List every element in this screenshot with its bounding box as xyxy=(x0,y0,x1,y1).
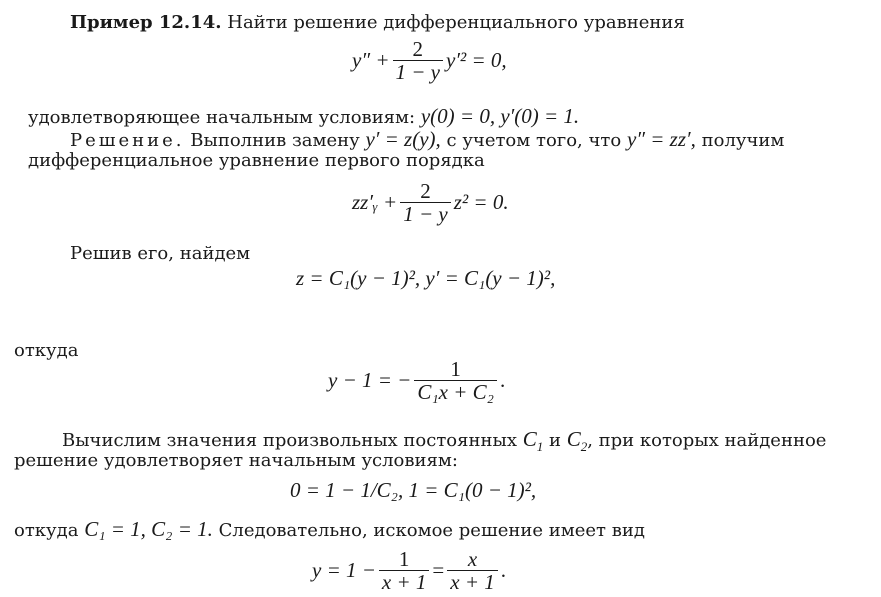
conditions-math: y(0) = 0, y′(0) = 1. xyxy=(420,104,580,128)
eq1-denominator: 1 − y xyxy=(393,60,444,83)
eq6-denominator-2: x + 1 xyxy=(447,570,498,593)
example-heading xyxy=(70,12,685,34)
having-solved-line xyxy=(70,243,250,265)
whence-text: откуда xyxy=(14,340,79,361)
whence2-text: Следовательно, искомое решение имеет вид xyxy=(218,520,645,541)
eq2-left: zz′ᵧ + xyxy=(352,190,398,214)
eq3-text: z = C₁(y − 1)², y′ = C₁(y − 1)², xyxy=(296,266,556,290)
first-order-text: дифференциальное уравнение первого порядка xyxy=(28,150,485,171)
example-statement: Найти решение дифференциального уравнения xyxy=(227,12,685,33)
having-solved-text: Решив его, найдем xyxy=(70,243,251,264)
compute-line-2 xyxy=(14,450,458,472)
eq6-right: . xyxy=(500,558,507,582)
equation-2 xyxy=(352,180,509,225)
equation-3 xyxy=(296,266,555,291)
eq6-left: y = 1 − xyxy=(312,558,376,582)
eq4-denominator: C₁x + C₂ xyxy=(414,380,497,403)
first-order-line xyxy=(28,150,485,172)
eq6-fraction-2 xyxy=(447,548,498,593)
compute-text: Вычислим значения произвольных постоянных xyxy=(62,430,517,451)
solution-text-1: Выполнив замену xyxy=(190,130,360,151)
compute-end: , при которых найденное xyxy=(587,430,827,451)
eq6-denominator-1: x + 1 xyxy=(379,570,430,593)
conditions-line xyxy=(28,105,579,129)
eq5-text: 0 = 1 − 1/C₂, 1 = C₁(0 − 1)², xyxy=(290,478,537,502)
solution-line xyxy=(70,128,784,152)
equation-4 xyxy=(328,358,505,403)
eq4-fraction xyxy=(414,358,497,403)
eq2-numerator: 2 xyxy=(420,179,431,203)
solution-substitution: y′ = z(y), xyxy=(365,127,441,151)
equation-6 xyxy=(312,548,506,593)
solution-word: Решение. xyxy=(70,130,185,151)
eq6-equals: = xyxy=(432,558,445,582)
eq1-numerator: 2 xyxy=(412,37,423,61)
conditions-prefix: удовлетворяющее начальным условиям: xyxy=(28,107,416,128)
whence2-constants: C₁ = 1, C₂ = 1. xyxy=(84,517,213,541)
eq6-numerator-1: 1 xyxy=(398,547,410,571)
eq2-fraction xyxy=(400,180,451,225)
eq4-right: . xyxy=(499,368,506,392)
eq6-fraction-1 xyxy=(379,548,430,593)
compute-line-2-text: решение удовлетворяет начальным условиям: xyxy=(14,450,458,471)
whence2-line xyxy=(14,518,645,542)
eq2-right: z² = 0. xyxy=(453,190,509,214)
whence2-prefix: откуда xyxy=(14,520,79,541)
compute-line: Вычислим значения произвольных постоянных $C_1$ и $C_2$, при которых найденное xyxy=(62,427,827,455)
equation-5 xyxy=(290,478,536,503)
eq4-numerator: 1 xyxy=(450,357,461,381)
solution-text-3: получим xyxy=(701,130,785,151)
solution-substitution-2: y″ = zz′, xyxy=(626,127,696,151)
equation-1 xyxy=(352,38,507,83)
example-label: Пример 12.14. xyxy=(70,12,222,33)
eq6-numerator-2: x xyxy=(467,547,478,571)
whence-line xyxy=(14,340,78,362)
eq1-fraction xyxy=(393,38,444,83)
compute-and: и xyxy=(548,430,561,451)
eq4-left: y − 1 = − xyxy=(328,368,412,392)
solution-text-2: с учетом того, что xyxy=(446,130,622,151)
eq1-left: y″ + xyxy=(352,48,390,72)
eq1-right: y′² = 0, xyxy=(446,48,507,72)
eq2-denominator: 1 − y xyxy=(400,202,451,225)
